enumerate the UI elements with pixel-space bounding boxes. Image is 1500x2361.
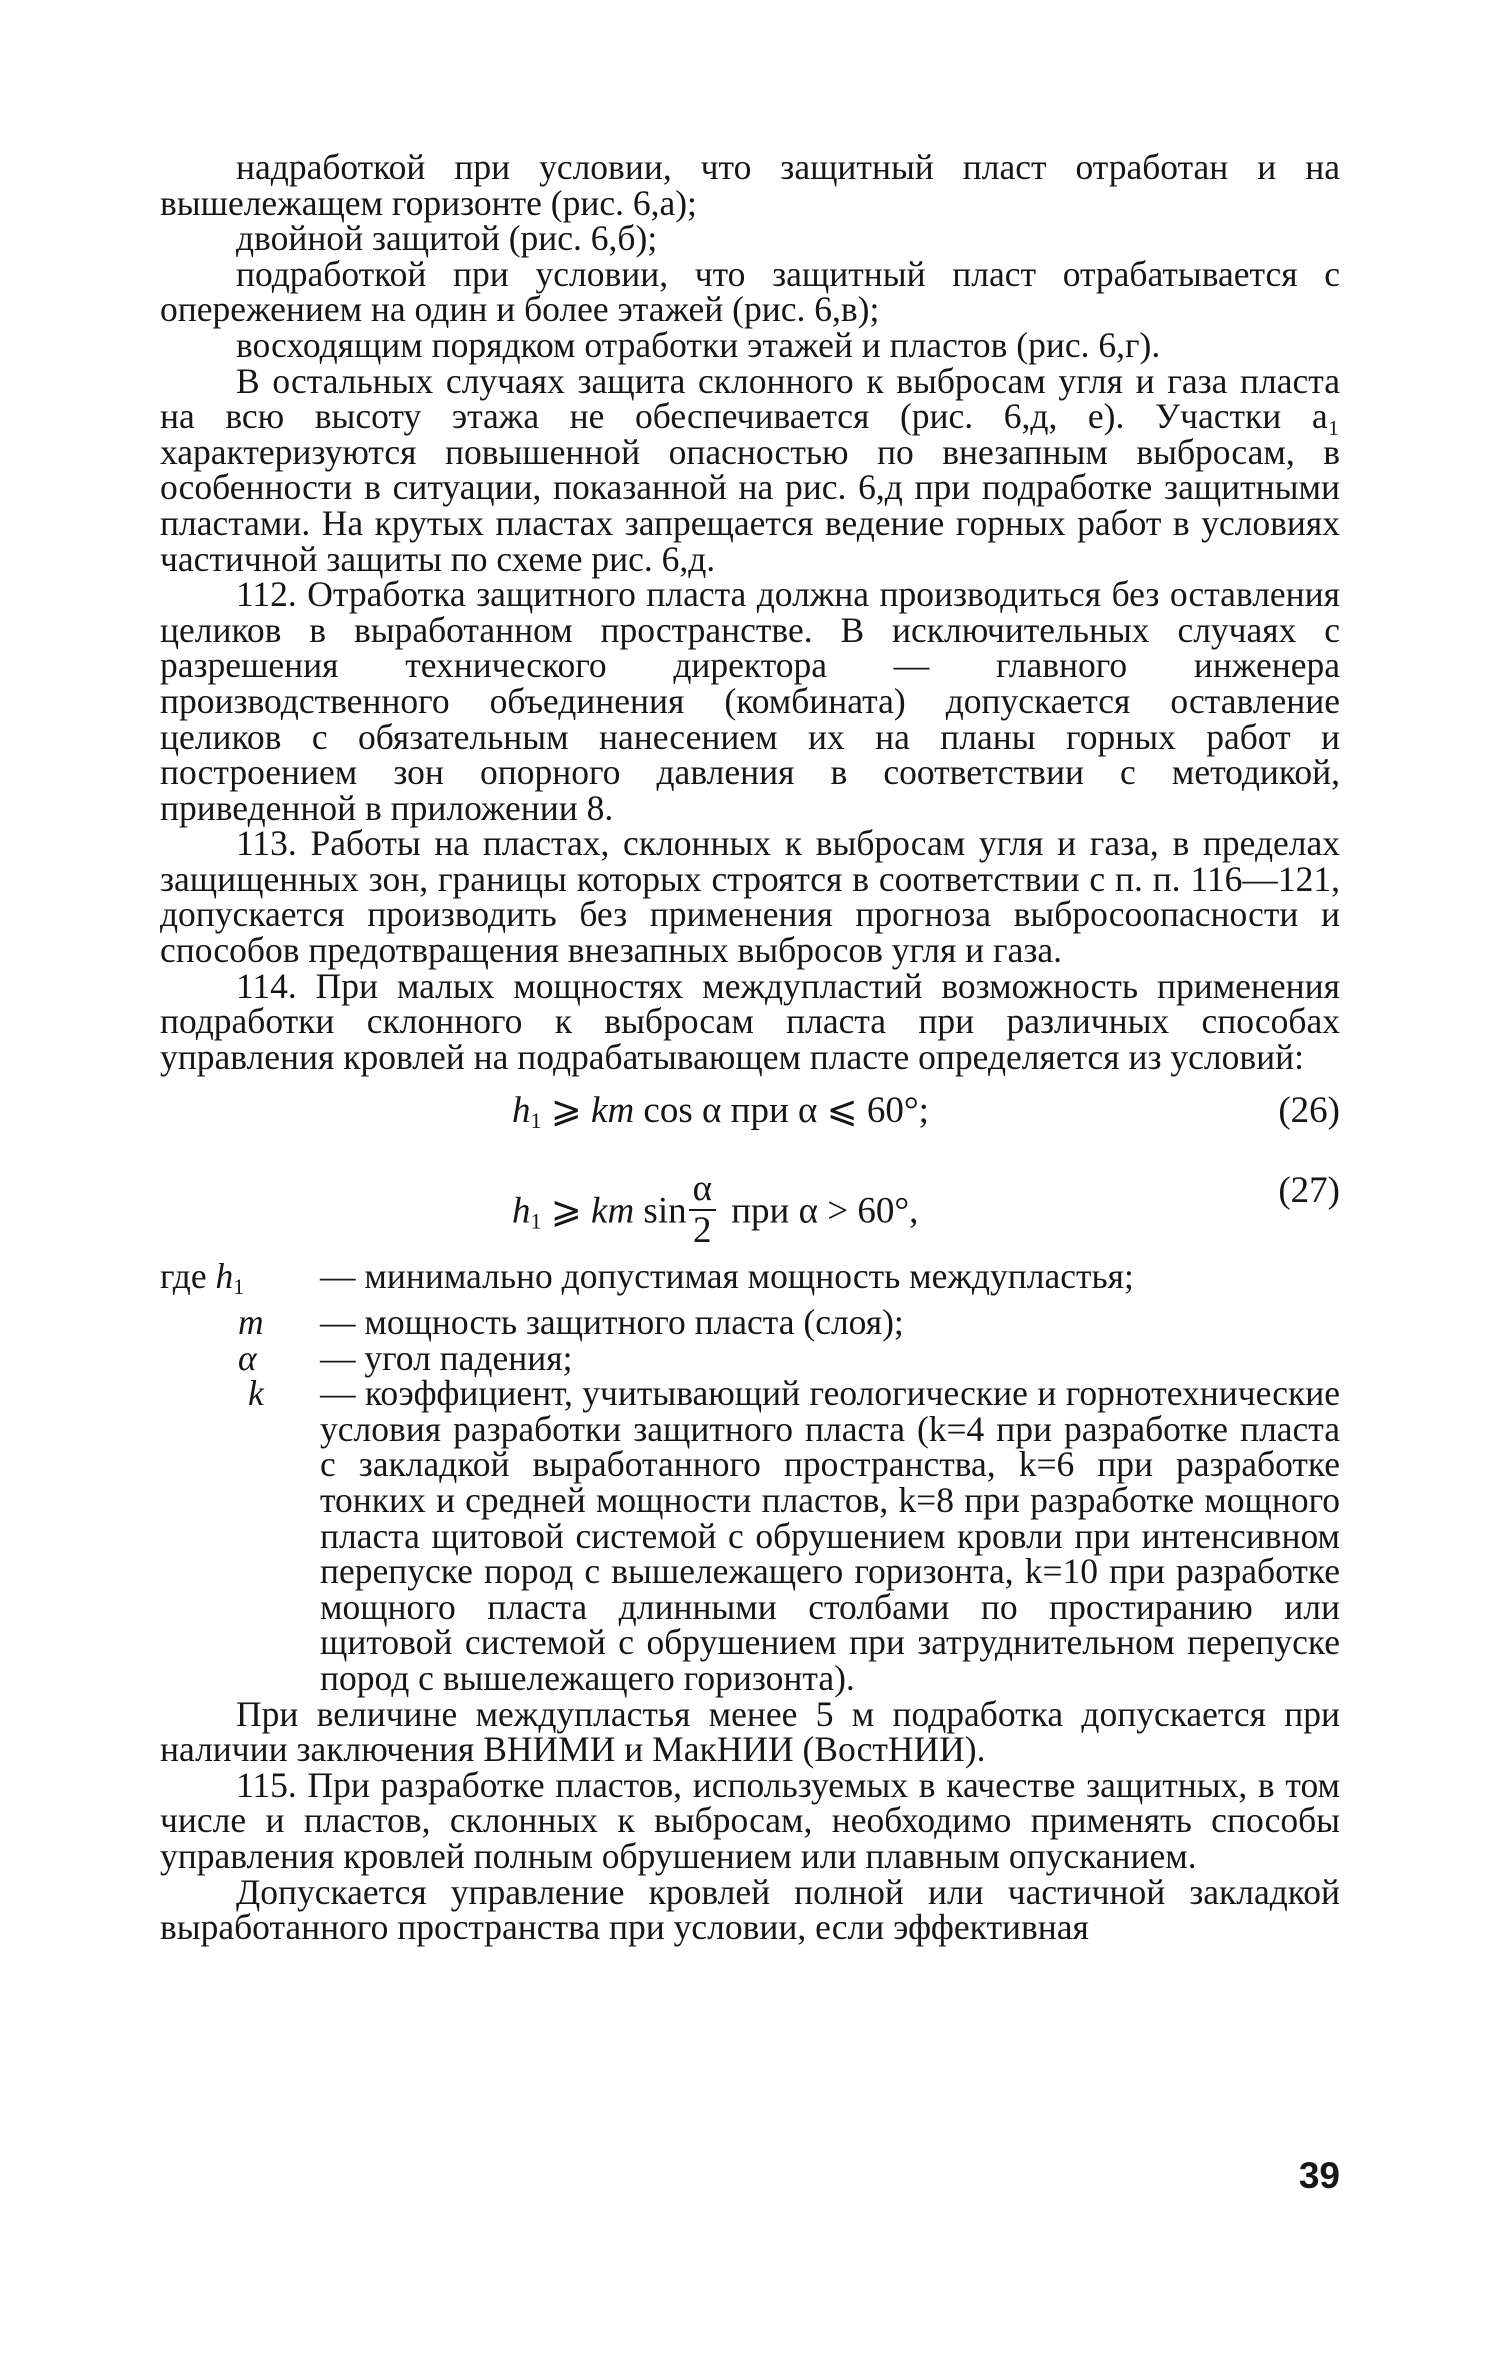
formula-26-relation: ⩾ <box>541 1090 592 1132</box>
symbol-m: m <box>238 1302 264 1343</box>
definition-symbol-alpha <box>160 1337 320 1378</box>
equation-number-26: (26) <box>1278 1090 1340 1132</box>
paragraph-115: 115. При разработке пластов, используемых в качестве защитных, в том числе и пластов, склонных к выбросам, необходимо применять способы управления кровлей полным обрушением или плавным опусканием. <box>160 1764 1340 1876</box>
symbol-h-sub: 1 <box>233 1274 245 1300</box>
definition-symbol-h1 <box>160 1256 320 1305</box>
paragraph-interlayer: При величине междупластья менее 5 м подработка допускается при наличии заключения ВНИМИ и МакНИИ (ВостНИИ). <box>160 1693 1340 1770</box>
page-number: 39 <box>1298 2155 1340 2196</box>
formula-27-sin: sin <box>634 1190 687 1232</box>
formula-26-km: km <box>591 1090 635 1132</box>
definition-symbol-m <box>160 1302 320 1343</box>
formula-27-km: km <box>591 1190 635 1232</box>
paragraph-113: 113. Работы на пластах, склонных к выбросам угля и газа, в пределах защищенных зон, границы которых строятся в соответствии с п. п. 116—121, допускается производить без применения прогноза выбросоопасности и способов предотвращения внезапных выбросов угля и газа. <box>160 823 1340 971</box>
definition-text-k: — коэффициент, учитывающий геологические и горнотехнические условия разработки защитного пласта (k=4 при разработке пласта с закладкой выработанного пространства, k=6 при разработке тонких и средней мощности пластов, k=8 при разработке мощного пласта щитовой системой с обрушением кровли при интенсивном перепуске пород с вышележащего горизонта, k=10 при разработке мощного пласта длинными столбами по простиранию или щитовой системой с обрушением при затруднительном перепуске пород с вышележащего горизонта). <box>320 1373 1340 1698</box>
definition-prefix: где <box>160 1256 216 1297</box>
definition-h1 <box>160 1256 1340 1305</box>
definition-symbol-k <box>160 1373 320 1696</box>
paragraph-112: 112. Отработка защитного пласта должна производиться без оставления целиков в выработанном пространстве. В исключительных случаях с разрешения технического директора — главного инженера производственного объединения (комбината) допускается оставление целиков с обязательным нанесением их на планы горных работ и построением зон опорного давления в соответствии с методикой, приведенной в приложении 8. <box>160 574 1340 828</box>
paragraph-4: восходящим порядком отработки этажей и пластов (рис. 6,г). <box>236 324 1161 365</box>
paragraph-3: подработкой при условии, что защитный пласт отрабатывается с опережением на один и более этажей (рис. 6,в); <box>160 253 1340 330</box>
definition-alpha <box>160 1337 1340 1378</box>
paragraph-2: двойной защитой (рис. 6,б); <box>236 218 658 259</box>
equation-number-27: (27) <box>1278 1170 1340 1212</box>
variable-definitions <box>160 1256 1340 1698</box>
definition-text-alpha: — угол падения; <box>320 1337 573 1378</box>
formula-27-expression <box>512 1168 919 1255</box>
formula-26-lhs: h <box>512 1090 531 1132</box>
symbol-k: k <box>248 1373 264 1414</box>
definition-text-m: — мощность защитного пласта (слоя); <box>320 1302 904 1343</box>
formula-26 <box>160 1075 1340 1145</box>
symbol-alpha: α <box>238 1337 257 1378</box>
fraction-denominator: 2 <box>693 1210 712 1252</box>
fraction-numerator: α <box>689 1169 716 1211</box>
formula-26-cos: cos α <box>634 1090 722 1132</box>
formula-26-expression <box>512 1090 929 1139</box>
paragraph-114: 114. При малых мощностях междупластий возможность применения подработки склонного к выбросам пласта при различных способах управления кровлей на подрабатывающем пласте определяется из условий: <box>160 965 1340 1077</box>
definition-k <box>160 1373 1340 1698</box>
paragraph-5: В остальных случаях защита склонного к выбросам угля и газа пласта на всю высоту этажа не обеспечивается (рис. 6,д, е). Участки а₁ характеризуются повышенной опасностью по внезапным выбросам, в особенности в ситуации, показанной на рис. 6,д при подработке защитными пластами. На крутых пластах запрещается ведение горных работ в условиях частичной защиты по схеме рис. 6,д. <box>160 360 1340 579</box>
paragraph-1: надработкой при условии, что защитный пласт отработан и на вышележащем горизонте (рис. 6,а); <box>160 147 1340 223</box>
formula-27-lhs-sub: 1 <box>530 1208 542 1234</box>
definition-text-h1: — минимально допустимая мощность междупластья; <box>320 1256 1134 1297</box>
symbol-h: h <box>215 1256 234 1297</box>
formula-27-condition: при α > 60°, <box>722 1190 919 1232</box>
main-text <box>160 147 1340 1948</box>
formula-26-lhs-sub: 1 <box>530 1108 542 1134</box>
formula-26-condition: при α ⩽ 60°; <box>721 1090 929 1132</box>
formula-27 <box>160 1145 1340 1252</box>
paragraph-backfill: Допускается управление кровлей полной или частичной закладкой выработанного пространства при условии, если эффективная <box>160 1871 1340 1948</box>
formula-27-lhs: h <box>512 1190 531 1232</box>
formula-27-relation: ⩾ <box>541 1190 592 1232</box>
formula-27-fraction <box>689 1169 716 1251</box>
definition-m <box>160 1302 1340 1343</box>
